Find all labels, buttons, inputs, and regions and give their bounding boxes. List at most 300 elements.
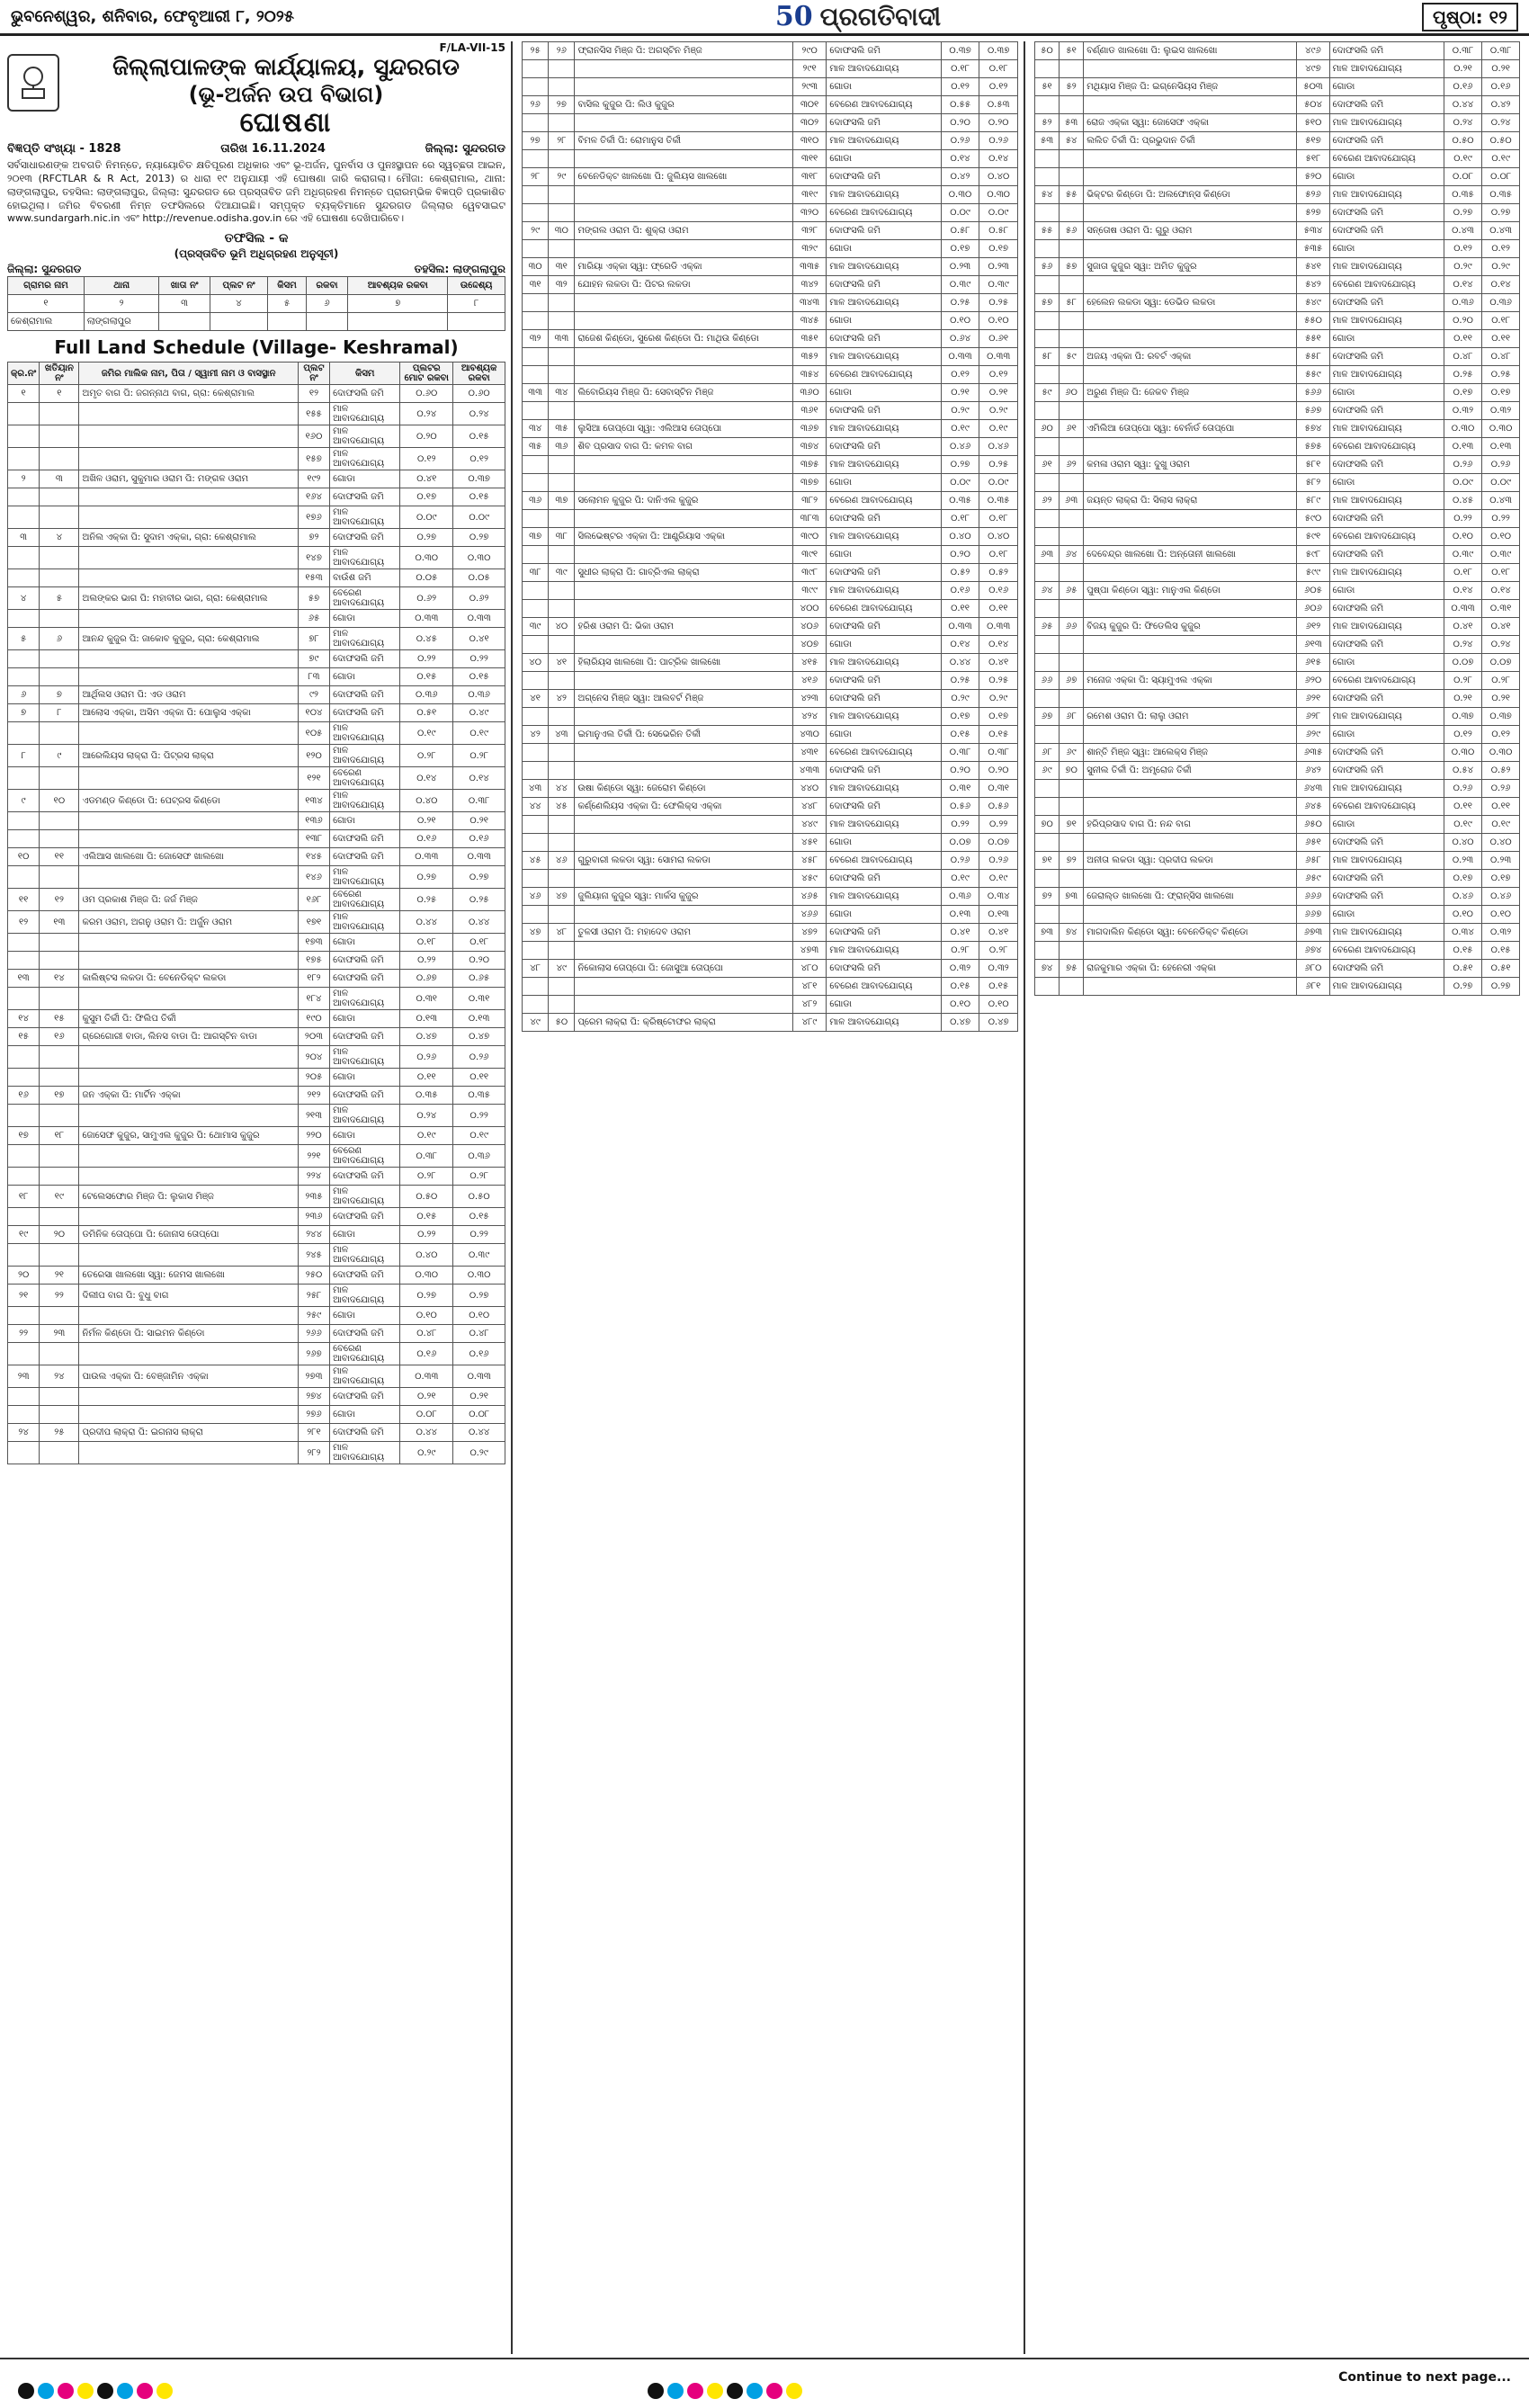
table-cell (575, 78, 792, 96)
table-row (8, 970, 505, 988)
notice-meta (7, 142, 505, 156)
table-cell: ବେରେଣ ଆବାଦଯୋଗ୍ୟ (330, 767, 400, 790)
table-cell: ଅନିଲ ଏକ୍କା ପି: ସୁଦାମ ଏକ୍କା, ଗ୍ରା: କେଶ୍ରାମାଲ (79, 529, 298, 547)
table-cell: ମାଳ ଆବାଦଯୋଗ୍ୟ (330, 790, 400, 812)
table-row (1035, 366, 1520, 384)
table-cell: ୦.୨୦ (979, 114, 1018, 132)
table-cell (8, 1208, 40, 1226)
table-cell (1084, 276, 1297, 294)
table-cell (523, 150, 549, 168)
table-cell: ୨୫୯ (298, 1307, 329, 1325)
table-cell (40, 812, 79, 830)
table-cell: ୦.୧୮ (453, 934, 505, 952)
table-cell: ୦.୧୦ (453, 1307, 505, 1325)
table-cell: ୦.୧୦ (1482, 528, 1520, 546)
table-cell: ଗୋଡା (827, 384, 941, 402)
table-row (8, 1406, 505, 1424)
table-row (1035, 312, 1520, 330)
table-cell: ୦.୩୦ (1482, 420, 1520, 438)
table-row (523, 168, 1018, 186)
table-cell (549, 348, 575, 366)
table-cell: ୦.୨୫ (453, 889, 505, 911)
table-row (8, 790, 505, 812)
table-cell: ମାଳ ଆବାଦଯୋଗ୍ୟ (330, 547, 400, 569)
table-cell: ୨୩ (40, 1325, 79, 1343)
table-cell: ୦.୨୮ (1482, 672, 1520, 690)
table-cell: ୦.୧୦ (979, 312, 1018, 330)
table-cell: ୪୨ (523, 726, 549, 744)
table-cell: ଦୋଫସଲି ଜମି (827, 510, 941, 528)
table-row (8, 668, 505, 686)
table-cell (549, 708, 575, 726)
table-cell (1084, 330, 1297, 348)
table-cell (40, 610, 79, 628)
table-cell: ଦୋଫସଲି ଜମି (1329, 96, 1444, 114)
table-cell: ୫୪୧ (1297, 258, 1329, 276)
table-cell: ୦.୧୪ (400, 767, 453, 790)
table-cell: ୨୯୦ (792, 42, 826, 60)
table-cell: ୦.୫୪ (1444, 762, 1481, 780)
table-cell (549, 510, 575, 528)
table-cell: ସିଲଭେଷ୍ଟର ଏକ୍କା ପି: ଆଣ୍ଡ୍ରିୟାସ ଏକ୍କା (575, 528, 792, 546)
table-cell: ୬୧୩ (1297, 636, 1329, 654)
table-cell: ୦.୨୯ (941, 402, 979, 420)
table-cell: ୦.୩୦ (453, 1267, 505, 1285)
table-cell: ୦.୩୨ (941, 960, 979, 978)
table-cell: ୦.୩୬ (453, 686, 505, 704)
table-row (1035, 690, 1520, 708)
table-row (8, 1105, 505, 1127)
table-cell (575, 762, 792, 780)
table-row (523, 924, 1018, 942)
table-cell: ଦୋଫସଲି ଜମି (330, 952, 400, 970)
table-row (523, 942, 1018, 960)
table-cell: ମାଳ ଆବାଦଯୋଗ୍ୟ (330, 628, 400, 650)
table-cell: ୫୯୮ (1297, 546, 1329, 564)
table-cell: ୦.୩୨ (1482, 924, 1520, 942)
table-row (1035, 816, 1520, 834)
table-cell: ୨୪୫ (298, 1244, 329, 1267)
table-cell: ଦୋଫସଲି ଜମି (1329, 42, 1444, 60)
table-row (523, 384, 1018, 402)
table-cell (8, 1307, 40, 1325)
table-cell: ୩୫ (523, 438, 549, 456)
table-row (8, 745, 505, 767)
table-cell: ୫୫୮ (1297, 348, 1329, 366)
table-cell (1084, 402, 1297, 420)
table-cell (79, 1069, 298, 1087)
table-cell: ୦.୧୦ (1444, 906, 1481, 924)
table-cell: ମାଳ ଆବାଦଯୋଗ୍ୟ (827, 186, 941, 204)
table-cell: ୦.୦୯ (1482, 474, 1520, 492)
table-cell: ୧୪ (8, 1010, 40, 1028)
table-cell: ୩ (40, 470, 79, 488)
table-cell: ବାଉଁଶ ଜମି (330, 569, 400, 587)
table-cell: ୦.୧୯ (400, 722, 453, 745)
table-cell: ଗୋଡା (330, 1406, 400, 1424)
table-cell: ୩୮ (523, 564, 549, 582)
table-cell: ୦.୨୫ (400, 889, 453, 911)
table-cell: ୦.୫୬ (941, 798, 979, 816)
table-cell: ମାଳ ଆବାଦଯୋଗ୍ୟ (1329, 60, 1444, 78)
table-cell: ମନୋଜ ଏକ୍କା ପି: ସ୍ୟାମୁଏଲ ଏକ୍କା (1084, 672, 1297, 690)
table-row (8, 628, 505, 650)
table-cell (40, 488, 79, 506)
table-cell: ୬୪୩ (1297, 780, 1329, 798)
table-cell: ୫୧୮ (1297, 150, 1329, 168)
table-cell: ଡମିନିକ ତୋପ୍ପୋ ପି: ଜୋନାସ ତୋପ୍ପୋ (79, 1226, 298, 1244)
table-cell: ୦.୩୩ (941, 618, 979, 636)
table-cell: ୬୧୨ (1297, 618, 1329, 636)
table-cell: ଦୋଫସଲି ଜମି (330, 848, 400, 866)
table-row (8, 488, 505, 506)
table-cell: ଜୁଲିୟାନା କୁଜୁର ସ୍ୱା: ମାର୍କସ କୁଜୁର (575, 888, 792, 906)
table-cell: ୩୧ (523, 276, 549, 294)
column-1 (7, 41, 513, 2354)
table-cell: ୦.୩୩ (979, 618, 1018, 636)
table-cell (1084, 690, 1297, 708)
table-cell: ୫୬୬ (1297, 384, 1329, 402)
table-cell: ୭୫ (1060, 960, 1084, 978)
table-cell (1060, 60, 1084, 78)
table-cell: ୨ (8, 470, 40, 488)
table-cell: ୬୫୯ (1297, 870, 1329, 888)
table-cell (8, 1145, 40, 1168)
table-row (8, 1442, 505, 1464)
table-cell: ୨୧୨ (298, 1087, 329, 1105)
table-cell: ବେରେଣ ଆବାଦଯୋଗ୍ୟ (330, 1343, 400, 1365)
table-row (8, 1069, 505, 1087)
table-cell: ୬୬ (1060, 618, 1084, 636)
table-cell: ୪୫ (523, 852, 549, 870)
table-row (523, 798, 1018, 816)
table-row (1035, 114, 1520, 132)
table-cell: ଗୋଡା (1329, 906, 1444, 924)
schedule-index-cell: ୩ (159, 295, 210, 313)
table-cell (575, 204, 792, 222)
table-cell: ବେରେଣ ଆବାଦଯୋଗ୍ୟ (827, 96, 941, 114)
schedule-district: ଜିଲ୍ଲା: ସୁନ୍ଦରଗଡ (7, 263, 82, 276)
table-cell: ମାଳ ଆବାଦଯୋଗ୍ୟ (330, 1105, 400, 1127)
table-row (8, 830, 505, 848)
table-cell: ୦.୦୯ (941, 474, 979, 492)
table-cell: ୦.୧୦ (979, 996, 1018, 1014)
table-cell: ରୋଜ ଏକ୍କା ସ୍ୱା: ଜୋସେଫ ଏକ୍କା (1084, 114, 1297, 132)
table-cell: ବେରେଣ ଆବାଦଯୋଗ୍ୟ (1329, 942, 1444, 960)
table-cell (79, 1046, 298, 1069)
table-cell: ଦୋଫସଲି ଜମି (827, 438, 941, 456)
table-cell: ୫୬୭ (1297, 402, 1329, 420)
table-cell: ୦.୧୪ (1444, 276, 1481, 294)
table-cell: ୧୭୧ (298, 911, 329, 934)
table-cell: ୦.୨୯ (400, 1442, 453, 1464)
table-cell: ମାଳ ଆବାଦଯୋଗ୍ୟ (827, 348, 941, 366)
table-row (523, 258, 1018, 276)
table-cell: ୦.୨୫ (1444, 366, 1481, 384)
table-cell: ୩୪ (523, 420, 549, 438)
table-cell: ଗୋଡା (1329, 78, 1444, 96)
table-cell: ୧୨୦ (298, 745, 329, 767)
table-cell (1035, 276, 1060, 294)
table-cell (1035, 330, 1060, 348)
table-cell: ଦୋଫସଲି ଜମି (330, 529, 400, 547)
table-cell: ଲୁସିଆ ତୋପ୍ପୋ ସ୍ୱା: ଏଲିଆସ ତୋପ୍ପୋ (575, 420, 792, 438)
table-cell: ୦.୩୭ (979, 42, 1018, 60)
table-cell: ୫୪୯ (1297, 294, 1329, 312)
table-cell: ୦.୧୭ (1482, 870, 1520, 888)
table-cell: ୨୭୩ (298, 1365, 329, 1388)
table-cell: ୫୨୭ (1297, 204, 1329, 222)
table-cell: ୦.୨୪ (453, 403, 505, 425)
table-cell: ୦.୩୩ (453, 1365, 505, 1388)
table-cell: ୦.୩୫ (979, 492, 1018, 510)
table-cell: ୦.୪୬ (941, 438, 979, 456)
table-cell: ୦.୧୮ (400, 934, 453, 952)
table-cell: ଦୋଫସଲି ଜମି (330, 1267, 400, 1285)
table-cell: ୨୬୬ (298, 1325, 329, 1343)
table-cell: ୦.୩୫ (941, 492, 979, 510)
table-cell (1060, 690, 1084, 708)
table-cell (1060, 330, 1084, 348)
table-cell: ୦.୩୯ (1444, 546, 1481, 564)
table-cell: ୬୩ (1035, 546, 1060, 564)
table-cell: ୬୦ (1035, 420, 1060, 438)
table-cell: ୭୪ (1060, 924, 1084, 942)
table-cell: ୨୫୦ (298, 1267, 329, 1285)
table-cell: ୬୭୩ (1297, 924, 1329, 942)
table-cell (523, 672, 549, 690)
table-cell (1084, 510, 1297, 528)
table-cell: ୦.୧୨ (941, 78, 979, 96)
table-cell (523, 996, 549, 1014)
table-row (8, 529, 505, 547)
table-cell (549, 456, 575, 474)
table-cell: ୦.୩୧ (979, 780, 1018, 798)
table-cell: ଗୋଡା (827, 312, 941, 330)
table-cell (1060, 870, 1084, 888)
table-cell: ୩୮ (549, 528, 575, 546)
table-cell: ଗୋଡା (827, 474, 941, 492)
registration-dot (687, 2383, 703, 2399)
table-cell: ୦.୦୯ (979, 204, 1018, 222)
table-cell (1060, 906, 1084, 924)
table-cell: ୩୨୯ (792, 240, 826, 258)
table-cell: ୨୦୩ (298, 1028, 329, 1046)
table-row (8, 403, 505, 425)
table-cell: ୦.୪୧ (400, 470, 453, 488)
table-cell: ଯୋହନ ଲକଡା ପି: ପିଟର ଲକଡା (575, 276, 792, 294)
table-cell: ୫୫୦ (1297, 312, 1329, 330)
table-cell (523, 186, 549, 204)
table-cell (1035, 906, 1060, 924)
table-cell (79, 988, 298, 1010)
table-cell: ୬୭ (1035, 708, 1060, 726)
table-cell: ଲିବୋରିୟସ ମିଞ୍ଜ ପି: ସେବାସ୍ଟିନ ମିଞ୍ଜ (575, 384, 792, 402)
full-schedule-title: Full Land Schedule (Village- Keshramal) (54, 336, 459, 359)
table-row (523, 978, 1018, 996)
table-cell: ୦.୪୪ (941, 654, 979, 672)
table-cell: ଗୋଡା (330, 610, 400, 628)
table-cell: ୪ (8, 587, 40, 610)
table-cell: ମାଳ ଆବାଦଯୋଗ୍ୟ (827, 582, 941, 600)
table-cell: ୬୫୮ (1297, 852, 1329, 870)
table-cell (79, 488, 298, 506)
table-cell: ୨୫ (40, 1424, 79, 1442)
table-cell: ଇମାନୁଏଲ ତିର୍କୀ ପି: ସେଭେରିନ ତିର୍କୀ (575, 726, 792, 744)
table-cell: ୫୦୩ (1297, 78, 1329, 96)
table-cell (549, 672, 575, 690)
table-row (1035, 438, 1520, 456)
table-cell: ୦.୪୩ (1444, 222, 1481, 240)
table-cell: ୧୭ (8, 1127, 40, 1145)
table-cell: ୩୨୦ (792, 204, 826, 222)
table-cell (79, 767, 298, 790)
table-cell: ୫୮୨ (1297, 474, 1329, 492)
table-cell: ୦.୧୨ (1444, 726, 1481, 744)
table-cell (575, 474, 792, 492)
table-cell: ୬୦ (1060, 384, 1084, 402)
table-cell: ୦.୩୩ (453, 848, 505, 866)
table-cell: ୧୫୩ (298, 569, 329, 587)
table-cell: ରାଜକୁମାର ଏକ୍କା ପି: ହେନେରୀ ଏକ୍କା (1084, 960, 1297, 978)
table-cell: ୭୯ (298, 650, 329, 668)
table-cell: ୫ (40, 587, 79, 610)
table-cell (549, 996, 575, 1014)
schedule-header-cell: ଖାତା ନଂ (159, 277, 210, 295)
table-cell: ୦.୫୬ (979, 798, 1018, 816)
masthead-block (775, 1, 941, 32)
table-cell (1060, 276, 1084, 294)
table-cell: ୫୯ (1060, 348, 1084, 366)
table-cell (1084, 978, 1297, 996)
table-cell: ୨୦ (40, 1226, 79, 1244)
table-cell: ୦.୧୮ (1482, 564, 1520, 582)
table-cell (1060, 240, 1084, 258)
table-cell: ବେରେଣ ଆବାଦଯୋଗ୍ୟ (827, 600, 941, 618)
table-cell: ୦.୧୬ (400, 1343, 453, 1365)
table-cell: ୦.୪୫ (400, 628, 453, 650)
table-cell: କମଳା ଓରାମ ସ୍ୱା: ଦୁଖୁ ଓରାମ (1084, 456, 1297, 474)
table-cell: ୦.୧୫ (941, 978, 979, 996)
table-cell: ୦.୧୮ (1482, 312, 1520, 330)
table-cell: ୬ (8, 686, 40, 704)
table-cell: ୪୭ (523, 924, 549, 942)
table-cell: ୭୮ (298, 628, 329, 650)
table-cell (1060, 438, 1084, 456)
table-cell: ୮ (40, 704, 79, 722)
table-cell: ୭୨ (1060, 852, 1084, 870)
table-row (523, 96, 1018, 114)
table-cell: ୪୪ (549, 780, 575, 798)
table-cell: ୬୨୧ (1297, 690, 1329, 708)
table-cell: ୧୯୨ (298, 470, 329, 488)
table-cell: ୩୬ (549, 438, 575, 456)
table-cell: ୪୧୬ (792, 672, 826, 690)
table-cell: ୦.୪୪ (1444, 96, 1481, 114)
table-cell: ଅଗ୍ନେସ ମିଞ୍ଜ ସ୍ୱା: ଆଲବର୍ଟ ମିଞ୍ଜ (575, 690, 792, 708)
table-row (8, 1087, 505, 1105)
table-cell: ୦.୧୯ (941, 420, 979, 438)
table-cell (40, 650, 79, 668)
table-cell: ୬୨୦ (1297, 672, 1329, 690)
table-row (8, 952, 505, 970)
table-cell: ଦୋଫସଲି ଜମି (827, 330, 941, 348)
table-cell: ୦.୧୭ (1444, 870, 1481, 888)
table-cell (8, 934, 40, 952)
table-cell: ୦.୫୨ (979, 564, 1018, 582)
table-cell: ୦.୩୩ (400, 610, 453, 628)
table-cell: ୬୫ (1035, 618, 1060, 636)
table-cell: ୫୩ (1060, 114, 1084, 132)
table-cell: ୬୧ (1060, 420, 1084, 438)
table-cell: ୦.୪୬ (1444, 888, 1481, 906)
table-cell: ୦.୧୯ (453, 722, 505, 745)
table-cell: ୦.୨୬ (453, 1046, 505, 1069)
table-cell: ୦.୨୨ (400, 650, 453, 668)
table-cell: ୦.୧୫ (400, 668, 453, 686)
table-cell: ୬୪ (1035, 582, 1060, 600)
table-row (8, 686, 505, 704)
table-cell: ୫୪୨ (1297, 276, 1329, 294)
table-cell: ୦.୨୭ (400, 529, 453, 547)
table-cell: ୪୮୦ (792, 960, 826, 978)
table-cell: ୩୭ (549, 492, 575, 510)
table-cell (549, 834, 575, 852)
table-cell: ବେରେଣ ଆବାଦଯୋଗ୍ୟ (1329, 672, 1444, 690)
table-cell: ବାସିଲ କୁଜୁର ପି: ଲିଓ କୁଜୁର (575, 96, 792, 114)
table-cell: ୬୫ (1060, 582, 1084, 600)
table-row (8, 1010, 505, 1028)
table-cell (40, 1442, 79, 1464)
table-cell: ୦.୨୬ (941, 852, 979, 870)
table-cell: ଅଲଙ୍କର ଭାଗ ପି: ମହାବୀର ଭାଗ, ଗ୍ରା: କେଶ୍ରାମାଲ (79, 587, 298, 610)
table-cell (1035, 60, 1060, 78)
table-cell: ୦.୦୯ (941, 204, 979, 222)
table-cell: ଦିଲୀପ ବାଗ ପି: ବୁଧୁ ବାଗ (79, 1285, 298, 1307)
table-cell (40, 506, 79, 529)
table-cell: ମାଳ ଆବାଦଯୋଗ୍ୟ (330, 425, 400, 448)
table-cell: ୦.୫୦ (400, 1186, 453, 1208)
table-cell: ମଙ୍ଗଲ ଓରାମ ପି: ଶୁକ୍ରା ଓରାମ (575, 222, 792, 240)
table-cell: ୩ (8, 529, 40, 547)
table-cell (1084, 654, 1297, 672)
table-cell: ୪୭ (549, 888, 575, 906)
table-cell: ହେଲେନ ଲକଡା ସ୍ୱା: ଡେଭିଡ ଲକଡା (1084, 294, 1297, 312)
notice-district: ଜିଲ୍ଲା: ସୁନ୍ଦରଗଡ (425, 142, 505, 156)
table-cell (79, 812, 298, 830)
registration-dot (667, 2383, 684, 2399)
table-cell: ବେରେଣ ଆବାଦଯୋଗ୍ୟ (1329, 150, 1444, 168)
table-cell: ସୁଧୀର ଲାକ୍ରା ପି: ଗାବ୍ରିଏଲ ଲାକ୍ରା (575, 564, 792, 582)
table-row (1035, 456, 1520, 474)
table-cell: ମାଳ ଆବାଦଯୋଗ୍ୟ (1329, 420, 1444, 438)
registration-dot (117, 2383, 133, 2399)
table-cell: ୫୫ (1035, 222, 1060, 240)
table-cell: ୦.୦୭ (941, 834, 979, 852)
table-cell: ୨୧ (8, 1285, 40, 1307)
table-cell: ୦.୧୪ (453, 767, 505, 790)
table-cell: ଦୋଫସଲି ଜମି (827, 168, 941, 186)
notice-heading: ଘୋଷଣା (239, 107, 333, 139)
table-cell (575, 150, 792, 168)
table-cell: ୫୩୪ (1297, 222, 1329, 240)
table-row (8, 506, 505, 529)
table-cell: ୨୩୬ (298, 1208, 329, 1226)
table-cell: ମାଳ ଆବାଦଯୋଗ୍ୟ (330, 866, 400, 889)
table-row (1035, 618, 1520, 636)
table-cell: ୦.୧୦ (1444, 528, 1481, 546)
table-cell: ୯୨ (298, 686, 329, 704)
